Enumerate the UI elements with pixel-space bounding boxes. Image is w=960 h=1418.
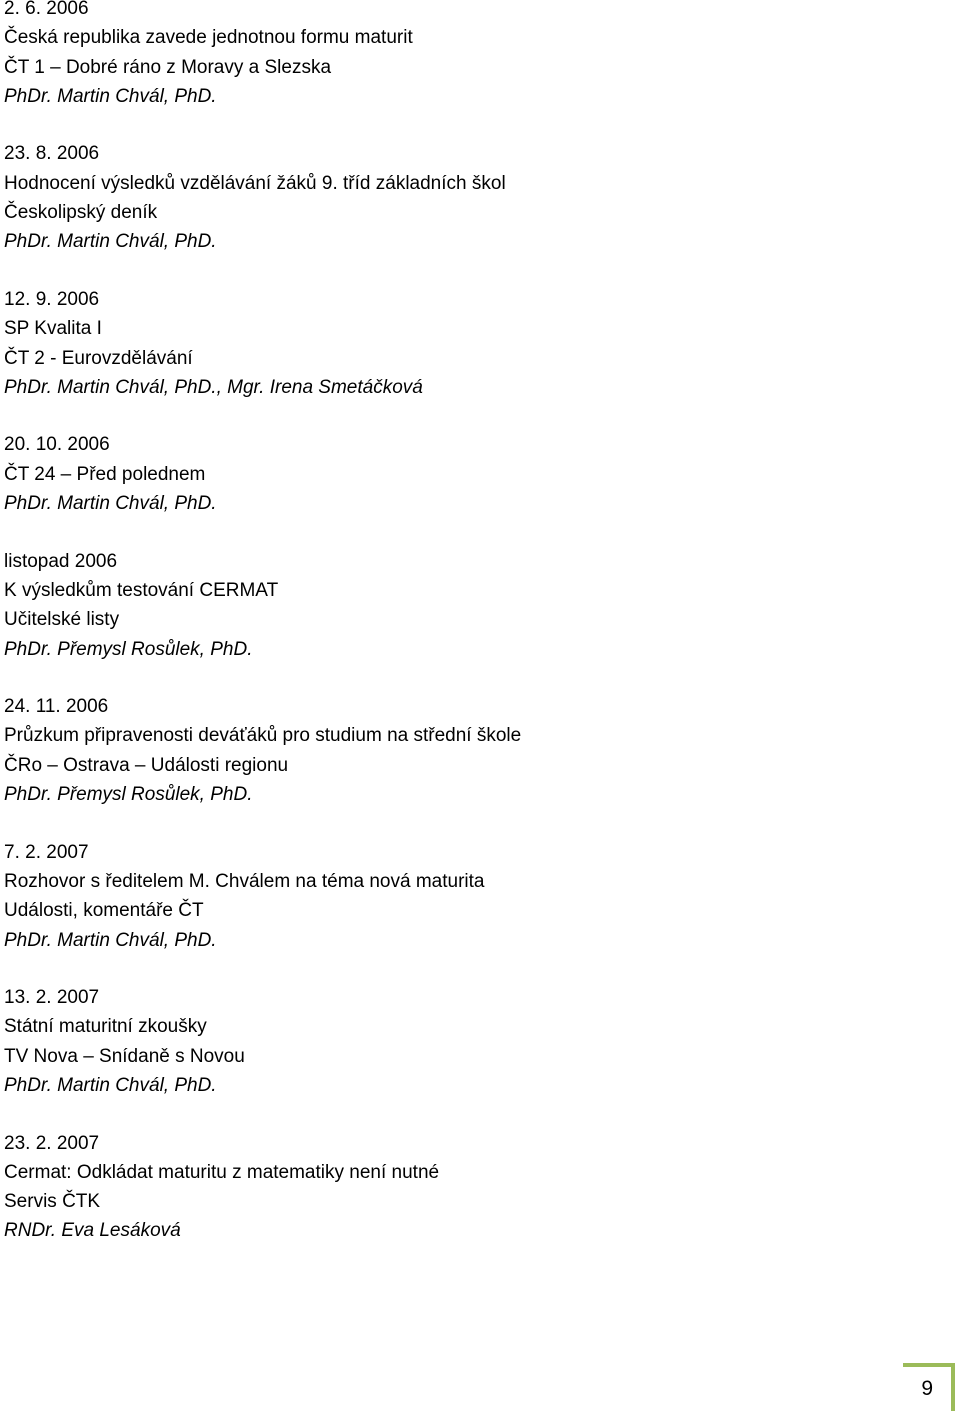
list-item [4, 430, 904, 518]
entry-title: Státní maturitní zkoušky [4, 1016, 207, 1038]
entry-title: Rozhovor s ředitelem M. Chválem na téma nová maturita [4, 870, 485, 892]
entry-date: 24. 11. 2006 [4, 696, 109, 718]
entry-author: PhDr. Martin Chvál, PhD. [4, 85, 217, 107]
list-item [4, 692, 904, 809]
entry-author: PhDr. Přemysl Rosůlek, PhD. [4, 784, 253, 806]
list-item [4, 139, 904, 256]
list-item [4, 0, 904, 111]
entry-title: Cermat: Odkládat maturitu z matematiky není nutné [4, 1161, 440, 1183]
list-item [4, 1129, 904, 1246]
entry-date: 23. 2. 2007 [4, 1132, 100, 1154]
page-number: 9 [921, 1377, 933, 1400]
entry-date: 23. 8. 2006 [4, 143, 100, 165]
entry-source: Servis ČTK [4, 1191, 101, 1213]
entry-source: Českolipský deník [4, 202, 158, 224]
entry-author: PhDr. Martin Chvál, PhD. [4, 929, 217, 951]
entry-author: PhDr. Martin Chvál, PhD. [4, 1074, 217, 1096]
list-item [4, 838, 904, 955]
list-item [4, 547, 904, 664]
entry-date: 20. 10. 2006 [4, 434, 110, 456]
media-mentions-list [4, 0, 904, 1274]
entry-date: 12. 9. 2006 [4, 288, 100, 310]
entry-source: Události, komentáře ČT [4, 900, 204, 922]
entry-date: 7. 2. 2007 [4, 841, 89, 863]
entry-source: TV Nova – Snídaně s Novou [4, 1045, 245, 1067]
entry-author: PhDr. Přemysl Rosůlek, PhD. [4, 638, 253, 660]
entry-author: PhDr. Martin Chvál, PhD. [4, 493, 217, 515]
entry-title: ČT 24 – Před polednem [4, 463, 206, 485]
entry-source: ČT 1 – Dobré ráno z Moravy a Slezska [4, 56, 332, 78]
entry-title: SP Kvalita I [4, 318, 102, 340]
entry-title: Průzkum připravenosti deváťáků pro studium na střední škole [4, 725, 522, 747]
entry-title: K výsledkům testování CERMAT [4, 579, 279, 601]
list-item [4, 983, 904, 1100]
entry-author: RNDr. Eva Lesáková [4, 1220, 181, 1242]
list-item [4, 285, 904, 402]
entry-title: Hodnocení výsledků vzdělávání žáků 9. tříd základních škol [4, 172, 506, 194]
entry-source: Učitelské listy [4, 609, 120, 631]
entry-source: ČT 2 - Eurovzdělávání [4, 347, 193, 369]
entry-date: listopad 2006 [4, 550, 118, 572]
entry-author: PhDr. Martin Chvál, PhD. [4, 231, 217, 253]
entry-source: ČRo – Ostrava – Události regionu [4, 754, 289, 776]
page-number-box [903, 1363, 955, 1411]
entry-title: Česká republika zavede jednotnou formu maturit [4, 27, 413, 49]
entry-author: PhDr. Martin Chvál, PhD., Mgr. Irena Smetáčková [4, 376, 423, 398]
entry-date: 2. 6. 2006 [4, 0, 89, 19]
entry-date: 13. 2. 2007 [4, 987, 100, 1009]
